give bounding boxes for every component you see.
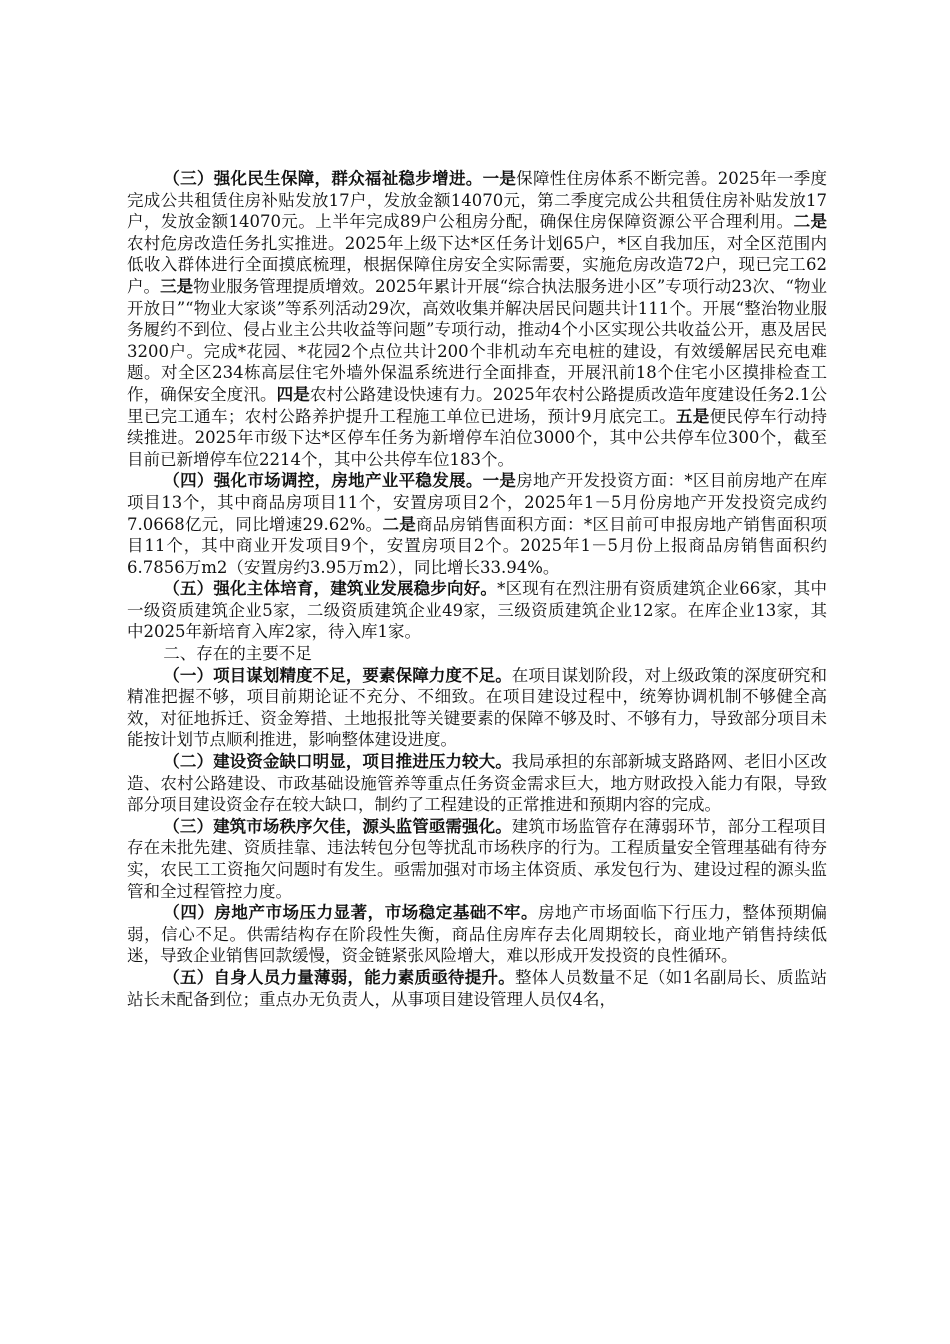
bold-run: 五是 <box>675 406 710 426</box>
paragraph-construction-industry <box>127 578 827 643</box>
text-run: 建筑市场监管存在薄弱环节，部分工程项目存在未批先建、资质挂靠、违法转包分包等扰乱市场秩序的行为。工程质量安全管理基础有待夯实，农民工工资拖欠问题时有发生。亟需加强对市场主体资质、承发包行为、建设过程的源头监管和全过程管控力度。 <box>127 816 828 901</box>
bold-run: 二是 <box>793 212 827 232</box>
text-run: 保障性住房体系不断完善。2025年一季度完成公共租赁住房补贴发放17户，发放金额14070元，第二季度完成公共租赁住房补贴发放17户，发放金额14070元。上半年完成89户公租房分配，确保住房保障资源公平合理利用。 <box>127 169 828 232</box>
bold-run: （四）房地产市场压力显著，市场稳定基础不牢。 <box>163 903 538 923</box>
bold-run: （三）建筑市场秩序欠佳，源头监管亟需强化。 <box>163 816 512 836</box>
text-run: 我局承担的东部新城支路路网、老旧小区改造、农村公路建设、市政基础设施管养等重点任务资金需求巨大，地方财政投入能力有限，导致部分项目建设资金存在较大缺口，制约了工程建设的正常推进和预期内容的完成。 <box>127 752 828 815</box>
bold-run: （五）自身人员力量薄弱，能力素质亟待提升。 <box>163 967 516 987</box>
text-run: 农村危房改造任务扎实推进。2025年上级下达*区任务计划65户，*区自我加压，对全区范围内低收入群体进行全面摸底梳理，根据保障住房安全实际需要，实施危房改造72户，现已完工62户。 <box>127 233 827 296</box>
text-run: 商品房销售面积方面：*区目前可申报房地产销售面积项目11个，其中商业开发项目9个，安置房项目2个。2025年1－5月份上报商品房销售面积约6.7856万m2（安置房约3.95万m2），同比增长33.94%。 <box>127 514 827 577</box>
text-run: *区现有在烈注册有资质建筑企业66家，其中一级资质建筑企业5家，二级资质建筑企业49家，三级资质建筑企业12家。在库企业13家，其中2025年新培育入库2家，待入库1家。 <box>127 579 828 642</box>
bold-run: （一）项目谋划精度不足，要素保障力度不足。 <box>163 665 512 685</box>
text-run: 物业服务管理提质增效。2025年累计开展“综合执法服务进小区”专项行动23次、“物业开放日”“物业大家谈”等系列活动29次，高效收集并解决居民问题共计111个。开展“整治物业服务履约不到位、侵占业主公共收益等问题”专项行动，推动4个小区实现公共收益公开，惠及居民3200户。完成*花园、*花园2个点位共计200个非机动车充电桩的建设，有效缓解居民充电难题。对全区234栋高层住宅外墙外保温系统进行全面排查，开展汛前18个住宅小区摸排检查工作，确保安全度汛。 <box>127 276 828 404</box>
text-run: 整体人员数量不足（如1名副局长、质监站站长未配备到位；重点办无负责人，从事项目建设管理人员仅4名， <box>127 967 828 1009</box>
document-page <box>127 168 827 1010</box>
text-run: 便民停车行动持续推进。2025年市级下达*区停车任务为新增停车泊位3000个，其中公共停车位300个，截至目前已新增停车位2214个，其中公共停车位183个。 <box>127 406 828 469</box>
bold-run: 一是 <box>482 471 517 491</box>
paragraph-housing-security <box>127 168 827 470</box>
bold-run: （五）强化主体培育，建筑业发展稳步向好。 <box>163 579 498 599</box>
section-heading-shortcomings <box>127 643 827 665</box>
paragraph-shortcoming-3 <box>127 816 827 902</box>
paragraph-real-estate <box>127 470 827 578</box>
bold-run: 三是 <box>160 276 194 296</box>
bold-run: 二是 <box>382 514 417 534</box>
paragraph-shortcoming-5 <box>127 967 827 1010</box>
text-run: 房地产开发投资方面：*区目前房地产在库项目13个，其中商品房项目11个，安置房项目2个，2025年1－5月份房地产开发投资完成约7.0668亿元，同比增速29.62%。 <box>127 471 828 534</box>
bold-run: 四是 <box>276 384 310 404</box>
text-run: 二、存在的主要不足 <box>163 644 312 664</box>
paragraph-shortcoming-2 <box>127 751 827 816</box>
paragraph-shortcoming-4 <box>127 902 827 967</box>
text-run: 在项目谋划阶段，对上级政策的深度研究和精准把握不够，项目前期论证不充分、不细致。在项目建设过程中，统筹协调机制不够健全高效，对征地拆迁、资金筹措、土地报批等关键要素的保障不够及时、不够有力，导致部分项目未能按计划节点顺利推进，影响整体建设进度。 <box>127 665 828 750</box>
text-run: 农村公路建设快速有力。2025年农村公路提质改造年度建设任务2.1公里已完工通车；农村公路养护提升工程施工单位已进场，预计9月底完工。 <box>127 384 828 426</box>
bold-run: 一是 <box>482 169 517 188</box>
bold-run: （二）建设资金缺口明显，项目推进压力较大。 <box>163 752 512 772</box>
text-run: 房地产市场面临下行压力，整体预期偏弱，信心不足。供需结构存在阶段性失衡，商品住房库存去化周期较长，商业地产销售持续低迷，导致企业销售回款缓慢，资金链紧张风险增大，难以形成开发投资的良性循环。 <box>127 903 828 966</box>
bold-run: （三）强化民生保障，群众福祉稳步增进。 <box>163 169 483 188</box>
paragraph-shortcoming-1 <box>127 665 827 751</box>
bold-run: （四）强化市场调控，房地产业平稳发展。 <box>163 471 483 491</box>
